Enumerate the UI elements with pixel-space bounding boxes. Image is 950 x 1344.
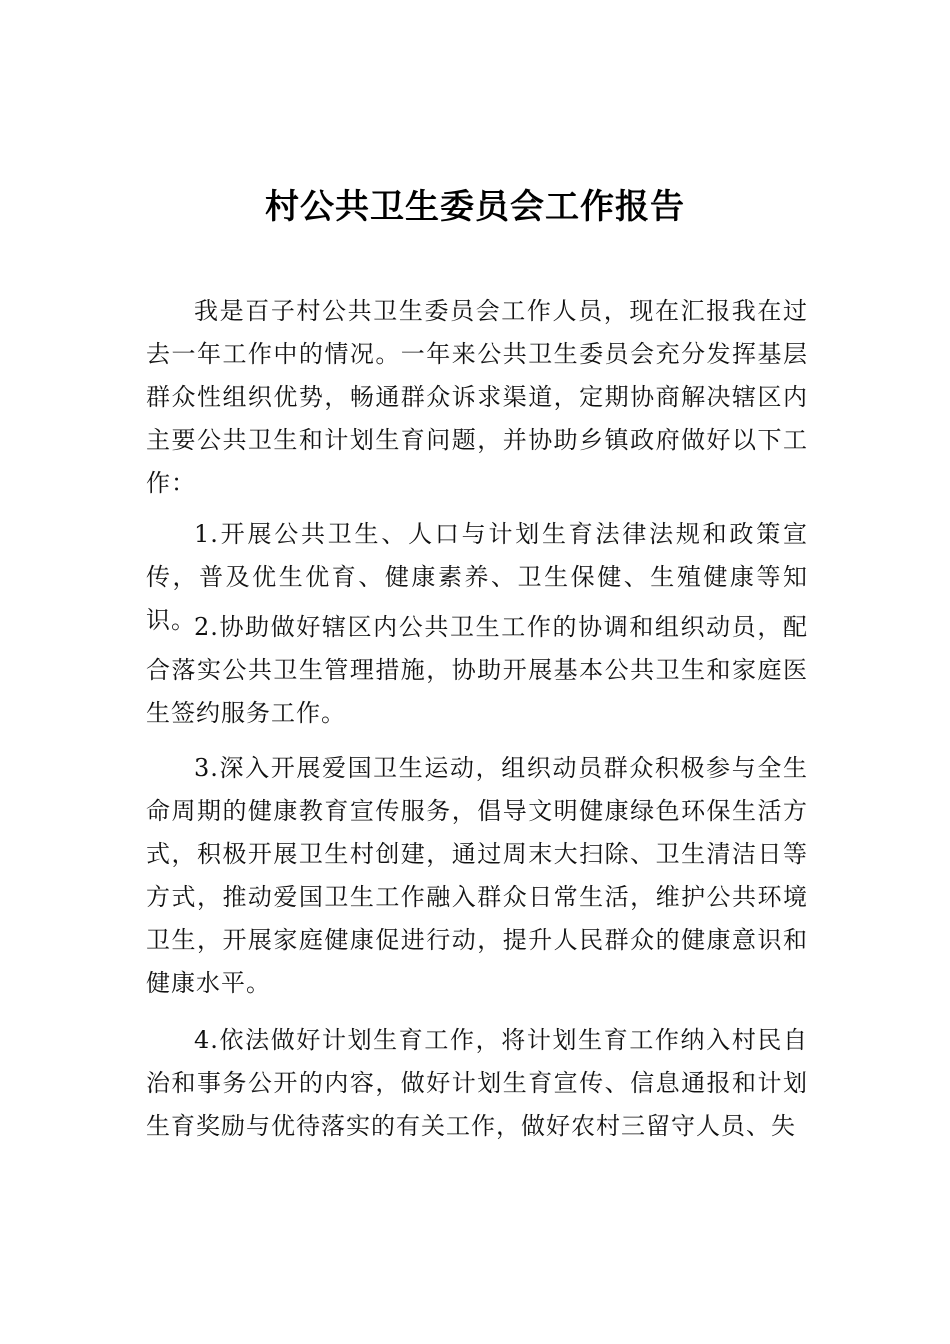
work-item-1-paragraph: 1.开展公共卫生、人口与计划生育法律法规和政策宣传，普及优生优育、健康素养、卫生保健、生殖健康等知识。 <box>146 520 808 634</box>
document-title: 村公共卫生委员会工作报告 <box>265 186 685 227</box>
work-item-4-paragraph: 4.依法做好计划生育工作，将计划生育工作纳入村民自治和事务公开的内容，做好计划生育宣传、信息通报和计划生育奖励与优待落实的有关工作，做好农村三留守人员、失 <box>146 1026 808 1140</box>
intro-paragraph: 我是百子村公共卫生委员会工作人员，现在汇报我在过去一年工作中的情况。一年来公共卫生委员会充分发挥基层群众性组织优势，畅通群众诉求渠道，定期协商解决辖区内主要公共卫生和计划生育问题，并协助乡镇政府做好以下工作： <box>146 297 808 497</box>
work-item-2-paragraph: 2.协助做好辖区内公共卫生工作的协调和组织动员，配合落实公共卫生管理措施，协助开展基本公共卫生和家庭医生签约服务工作。 <box>146 613 808 727</box>
work-item-3-paragraph: 3.深入开展爱国卫生运动，组织动员群众积极参与全生命周期的健康教育宣传服务，倡导文明健康绿色环保生活方式，积极开展卫生村创建，通过周末大扫除、卫生清洁日等方式，推动爱国卫生工作融入群众日常生活，维护公共环境卫生，开展家庭健康促进行动，提升人民群众的健康意识和 健康水平。 <box>146 754 808 997</box>
